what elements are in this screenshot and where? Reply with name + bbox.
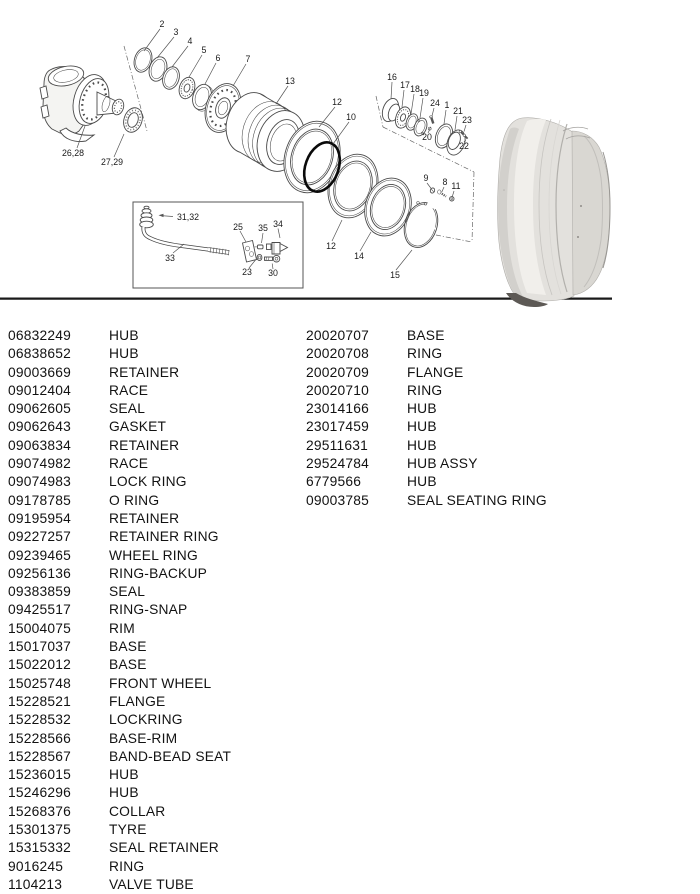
callout-label: 7 (245, 54, 251, 64)
part-name: BASE-RIM (109, 730, 178, 746)
part-knuckle-26-28 (40, 63, 125, 142)
parts-column-right (306, 327, 547, 510)
part-number: 09012404 (8, 382, 71, 398)
part-number: 09074983 (8, 474, 71, 490)
part-name: O RING (109, 492, 160, 508)
part-number: 15236015 (8, 767, 71, 783)
callout-label: 23 (462, 115, 472, 125)
part-name: HUB (407, 474, 437, 490)
part-number: 20020709 (306, 364, 369, 380)
parts-row (8, 876, 231, 894)
part-number: 23014166 (306, 401, 369, 417)
part-name: RING-SNAP (109, 602, 188, 618)
part-number: 1104213 (8, 876, 63, 892)
callout-label: 23 (242, 267, 252, 277)
callout-label: 27,29 (100, 157, 124, 167)
part-name: FRONT WHEEL (109, 675, 212, 691)
part-number: 09239465 (8, 547, 71, 563)
parts-row (8, 547, 231, 565)
callout-label: 35 (258, 223, 268, 233)
parts-row (8, 583, 231, 601)
callout-label: 17 (400, 80, 410, 90)
part-number: 20020710 (306, 382, 369, 398)
part-name: SEAL (109, 401, 146, 417)
callout-label: 22 (459, 141, 469, 151)
parts-row (8, 711, 231, 729)
parts-row (8, 473, 231, 491)
callout-label: 12 (332, 97, 342, 107)
parts-column-left (8, 327, 231, 894)
parts-row (306, 492, 547, 510)
callout-label: 4 (187, 36, 193, 46)
part-name: FLANGE (109, 693, 166, 709)
part-number: 09062643 (8, 419, 71, 435)
part-number: 20020707 (306, 328, 369, 343)
parts-row (8, 748, 231, 766)
wheel-photo (498, 118, 610, 307)
part-name: SEAL RETAINER (109, 840, 219, 856)
part-name: RETAINER RING (109, 529, 219, 545)
parts-row (8, 510, 231, 528)
callout-label: 5 (201, 45, 207, 55)
part-name: HUB (109, 346, 139, 362)
part-number: 09383859 (8, 584, 71, 600)
part-number: 15022012 (8, 657, 71, 673)
part-name: BASE (109, 657, 147, 673)
callout-label: 8 (442, 177, 448, 187)
part-number: 09178785 (8, 492, 71, 508)
callout-label: 25 (233, 222, 243, 232)
callout-label: 1 (444, 100, 450, 110)
part-name: RACE (109, 382, 149, 398)
parts-row (8, 528, 231, 546)
part-number: 15228521 (8, 693, 71, 709)
parts-row (8, 675, 231, 693)
part-name: RETAINER (109, 364, 180, 380)
callout-label: 19 (419, 88, 429, 98)
part-name: COLLAR (109, 803, 166, 819)
parts-row (8, 345, 231, 363)
part-number: 29511631 (306, 437, 368, 453)
part-bolt-8 (438, 190, 446, 197)
parts-row (8, 693, 231, 711)
parts-row (306, 418, 547, 436)
parts-row (8, 656, 231, 674)
parts-row (8, 730, 231, 748)
callout-label: 10 (346, 112, 356, 122)
part-name: FLANGE (407, 364, 464, 380)
parts-row (8, 839, 231, 857)
part-number: 09003785 (306, 492, 369, 508)
part-number: 09074982 (8, 456, 71, 472)
parts-row (8, 364, 231, 382)
parts-row (306, 437, 547, 455)
callout-label: 20 (422, 132, 432, 142)
parts-row (8, 784, 231, 802)
part-name: RETAINER (109, 510, 180, 526)
callout-label: 34 (273, 219, 283, 229)
parts-row (8, 382, 231, 400)
part-name: HUB (109, 767, 139, 783)
part-name: BASE (407, 328, 445, 343)
part-name: HUB (407, 401, 437, 417)
part-name: RING-BACKUP (109, 565, 208, 581)
part-name: RIM (109, 620, 135, 636)
part-name: HUB (109, 785, 139, 801)
parts-row (8, 437, 231, 455)
part-name: LOCK RING (109, 474, 187, 490)
part-number: 15017037 (8, 639, 71, 655)
parts-row (306, 455, 547, 473)
parts-row (306, 473, 547, 491)
part-number: 20020708 (306, 346, 369, 362)
part-name: RACE (109, 456, 149, 472)
part-name: BASE (109, 639, 147, 655)
parts-row (306, 345, 547, 363)
part-number: 15268376 (8, 803, 71, 819)
part-name: RING (407, 346, 443, 362)
parts-row (306, 400, 547, 418)
callout-label: 9 (423, 173, 429, 183)
part-name: SEAL (109, 584, 146, 600)
part-name: SEAL SEATING RING (407, 492, 547, 508)
part-pin-24 (430, 116, 434, 124)
part-seal-27-29 (121, 105, 146, 134)
part-name: HUB (407, 437, 437, 453)
part-name: RING (407, 382, 443, 398)
part-name: LOCKRING (109, 712, 183, 728)
parts-row (8, 766, 231, 784)
parts-row (8, 858, 231, 876)
callout-label: 30 (268, 268, 278, 278)
part-number: 15228532 (8, 712, 71, 728)
part-number: 15315332 (8, 840, 71, 856)
callout-label: 11 (451, 181, 461, 191)
callout-label: 6 (215, 53, 221, 63)
parts-row (8, 638, 231, 656)
parts-row (306, 364, 547, 382)
part-number: 06838652 (8, 346, 71, 362)
part-number: 09062605 (8, 401, 71, 417)
part-number: 15228567 (8, 748, 71, 764)
parts-row (8, 620, 231, 638)
parts-row (8, 492, 231, 510)
part-name: HUB ASSY (407, 456, 478, 472)
part-number: 09227257 (8, 529, 71, 545)
part-number: 09063834 (8, 437, 71, 453)
callout-label: 33 (165, 253, 175, 263)
callout-label: 12 (326, 241, 336, 251)
parts-row (306, 382, 547, 400)
part-number: 06832249 (8, 328, 71, 343)
part-number: 15004075 (8, 620, 71, 636)
part-name: WHEEL RING (109, 547, 198, 563)
callout-label: 16 (387, 72, 397, 82)
part-number: 15301375 (8, 822, 71, 838)
part-name: HUB (407, 419, 437, 435)
parts-row (8, 803, 231, 821)
part-fastener-9 (430, 187, 436, 193)
parts-row (8, 821, 231, 839)
part-number: 6779566 (306, 474, 362, 490)
part-number: 23017459 (306, 419, 369, 435)
callout-label: 13 (285, 76, 295, 86)
callout-label: 15 (390, 270, 400, 280)
part-number: 09003669 (8, 364, 71, 380)
part-name: VALVE TUBE (109, 876, 194, 892)
part-number: 9016245 (8, 858, 64, 874)
parts-row (8, 400, 231, 418)
parts-row (8, 327, 231, 345)
part-number: 09195954 (8, 510, 71, 526)
exploded-diagram (0, 0, 700, 315)
parts-row (8, 418, 231, 436)
part-name: HUB (109, 328, 139, 343)
part-name: GASKET (109, 419, 167, 435)
part-number: 15025748 (8, 675, 71, 691)
part-name: BAND-BEAD SEAT (109, 748, 232, 764)
callout-label: 21 (453, 106, 463, 116)
part-name: RING (109, 858, 145, 874)
part-bolt-20 (428, 127, 431, 130)
callout-label: 26,28 (61, 148, 85, 158)
callout-label: 14 (354, 251, 364, 261)
part-number: 15246296 (8, 785, 71, 801)
callout-label: 18 (410, 84, 420, 94)
part-number: 29524784 (306, 456, 369, 472)
callout-label: 3 (173, 27, 179, 37)
callout-label: 31,32 (176, 212, 200, 222)
part-name: TYRE (109, 822, 147, 838)
parts-row (8, 601, 231, 619)
callout-label: 2 (159, 19, 165, 29)
part-number: 09256136 (8, 565, 71, 581)
parts-row (306, 327, 547, 345)
callout-label: 24 (430, 98, 440, 108)
part-number: 15228566 (8, 730, 71, 746)
parts-row (8, 565, 231, 583)
parts-row (8, 455, 231, 473)
part-name: RETAINER (109, 437, 180, 453)
part-number: 09425517 (8, 602, 71, 618)
